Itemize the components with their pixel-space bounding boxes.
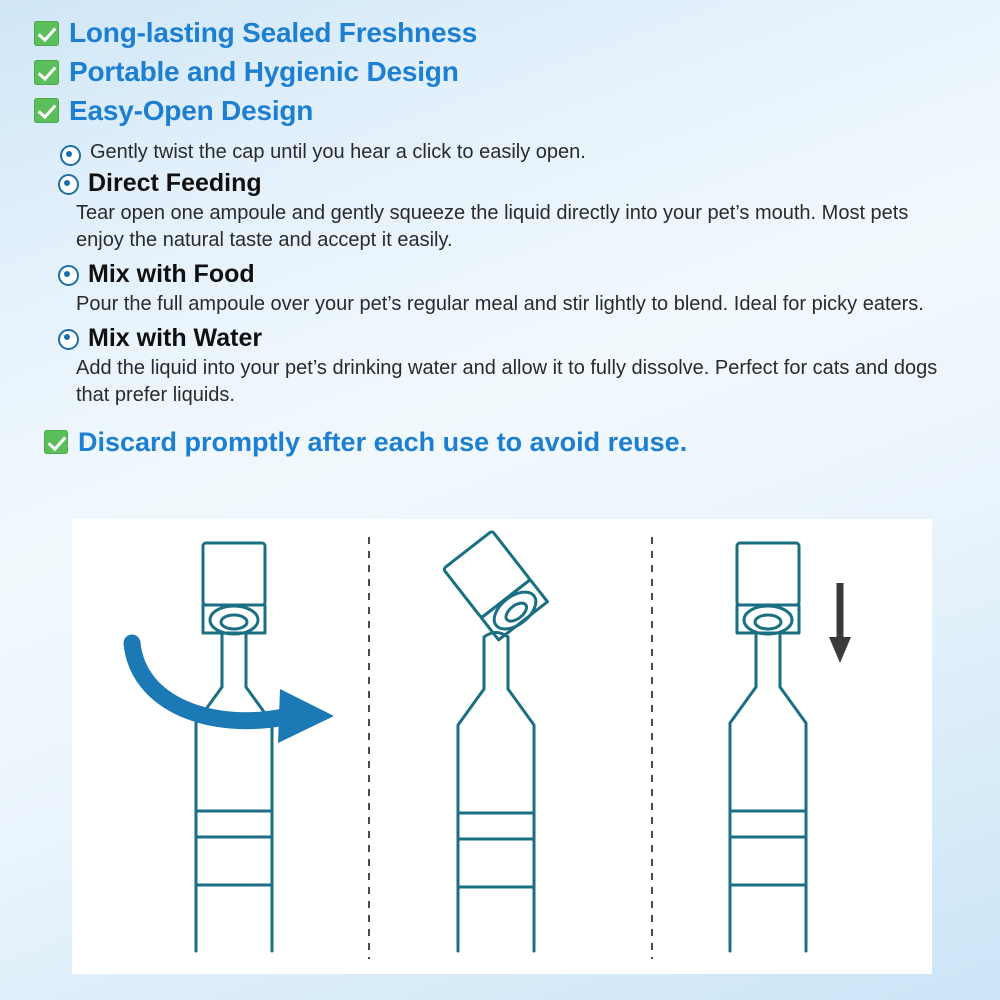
discard-row	[44, 427, 970, 458]
bullet-dot-icon	[60, 145, 81, 166]
checkbox-checked-icon	[34, 98, 59, 123]
feature-row-1	[34, 18, 970, 49]
instruction-title-row-1	[58, 169, 970, 198]
checkbox-checked-icon	[34, 21, 59, 46]
feature-row-2	[34, 57, 970, 88]
instruction-twist-note: Gently twist the cap until you hear a click to easily open.	[90, 141, 586, 164]
checkbox-checked-icon	[44, 430, 68, 454]
instruction-body-1: Tear open one ampoule and gently squeeze the liquid directly into your pet’s mouth. Most pets enjoy the natural taste and accept it easily.	[76, 202, 909, 252]
bullet-dot-icon	[58, 329, 79, 350]
instruction-twist-note-row	[60, 140, 970, 166]
bullet-dot-icon	[58, 265, 79, 286]
bullet-dot-icon	[58, 174, 79, 195]
instruction-body-2: Pour the full ampoule over your pet’s regular meal and stir lightly to blend. Ideal for picky eaters.	[76, 292, 924, 315]
feature-label-3: Easy-Open Design	[69, 94, 314, 126]
instruction-title-row-2	[58, 260, 970, 289]
checkbox-checked-icon	[34, 60, 59, 85]
instruction-title-1: Direct Feeding	[88, 169, 262, 198]
instruction-title-2: Mix with Food	[88, 260, 255, 289]
feature-label-1: Long-lasting Sealed Freshness	[69, 17, 478, 48]
usage-illustration-panel	[72, 519, 932, 974]
instruction-title-row-3	[58, 324, 970, 353]
instruction-title-3: Mix with Water	[88, 323, 263, 352]
feature-label-2: Portable and Hygienic Design	[69, 55, 459, 87]
discard-label: Discard promptly after each use to avoid reuse.	[78, 426, 688, 457]
instruction-body-3: Add the liquid into your pet’s drinking water and allow it to fully dissolve. Perfect for cats and dogs that prefer liquids.	[76, 356, 938, 406]
feature-row-3	[34, 96, 970, 127]
